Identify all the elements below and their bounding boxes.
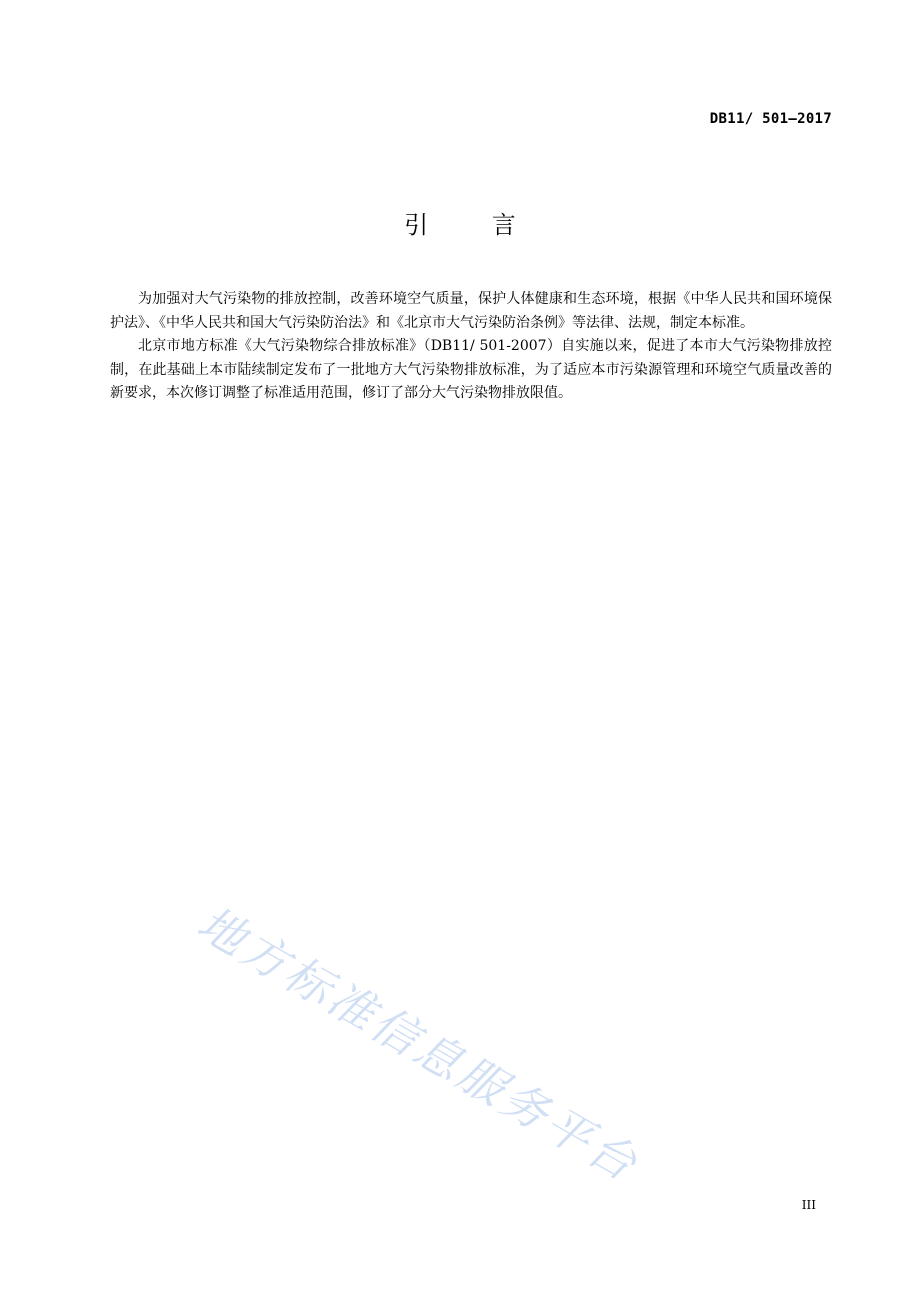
standard-code: DB11/ 501—2017 [709,111,832,127]
page-number: III [801,1198,816,1212]
paragraph-2: 北京市地方标准《大气污染物综合排放标准》（DB11/ 501-2007）自实施以来，促进了本市大气污染物排放控制，在此基础上本市陆续制定发布了一批地方大气污染物排放标准，为了适应本市污染源管理和环境空气质量改善的新要求，本次修订调整了标准适用范围，修订了部分大气污染物排放限值。 [110,338,832,401]
paragraph-1: 为加强对大气污染物的排放控制，改善环境空气质量，保护人体健康和生态环境，根据《中华人民共和国环境保护法》、《中华人民共和国大气污染防治法》和《北京市大气污染防治条例》等法律、法规，制定本标准。 [110,291,832,331]
page-title: 引 言 [404,211,544,239]
body-text [110,288,832,406]
watermark: 地方标准信息服务平台 [188,895,649,1193]
